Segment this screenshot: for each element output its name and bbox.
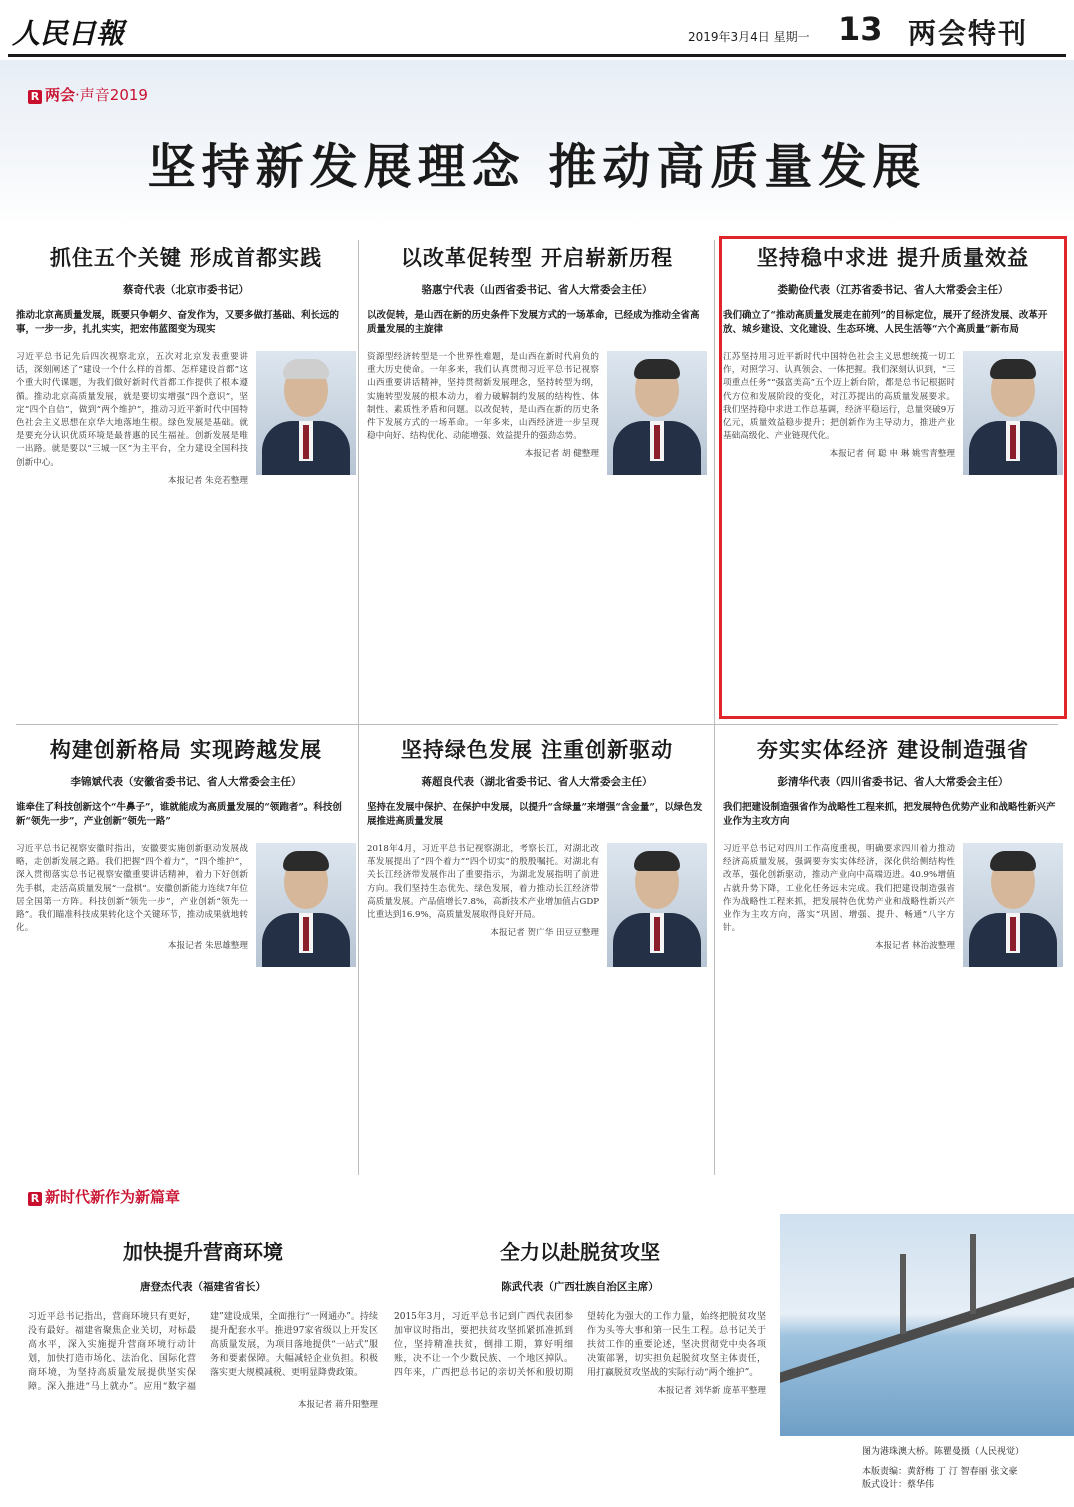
article-lead: 推动北京高质量发展，既要只争朝夕、奋发作为，又要多做打基础、利长远的事，一步一步，扎扎实实，把宏伟蓝图变为现实 <box>16 310 340 335</box>
article-reporter: 本报记者 朱竞若整理 <box>167 475 248 486</box>
article-body-text: 资源型经济转型是一个世界性难题，是山西在新时代肩负的重大历史使命。一年多来，我们认真贯彻习近平总书记视察山西重要讲话精神，坚持贯彻新发展理念，坚持转型为纲，实施转型发展的根本动力，着力破解制约发展的结构性、体制性、素质性矛盾和问题。以改促转，是山西在新的历史条件下发展方式的一场革命。一年多来，山西经济进一步呈现稳中向好、结构优化、动能增强、效益提升的强劲态势。 <box>367 352 599 442</box>
article-lead: 我们确立了“推动高质量发展走在前列”的目标定位，展开了经济发展、改革开放、城乡建设、文化建设、生态环境、人民生活等“六个高质量”新布局 <box>723 310 1048 335</box>
article-reporter: 本报记者 朱思雄整理 <box>167 941 248 952</box>
column-divider <box>358 240 359 1175</box>
section-tag-sub: ·声音2019 <box>75 86 148 104</box>
article-byline: 蒋超良代表（湖北省委书记、省人大常委会主任） <box>421 776 653 788</box>
article-body: 2015年3月，习近平总书记到广西代表团参加审议时指出，要把扶贫攻坚抓紧抓准抓到位，坚持精准扶贫，倒排工期，算好明细账，决不让一个少数民族、一个地区掉队。四年来，广西把总书记的亲切关怀和殷切期望转化为强大的工作力量，始终把脱贫攻坚作为头等大事和第一民生工程。总书记关于扶贫工作的重要论述，坚决贯彻党中央各项决策部署，切实担负起脱贫攻坚主体责任，用打赢脱贫攻坚战的实际行动“两个维护”。 <box>394 1312 766 1378</box>
page-number: 13 <box>838 10 883 48</box>
article-body <box>16 843 356 935</box>
article-lead: 以改促转，是山西在新的历史条件下发展方式的一场革命，已经成为推动全省高质量发展的主旋律 <box>367 310 700 335</box>
article-guangxi <box>394 1236 766 1396</box>
section-band <box>0 1180 1074 1214</box>
article-reporter: 本报记者 林治波整理 <box>874 941 955 952</box>
issue-date: 2019年3月4日 星期一 <box>688 30 810 44</box>
article-reporter: 本报记者 胡 健整理 <box>524 449 599 460</box>
article-body-text: 习近平总书记对四川工作高度重视，明确要求四川着力推动经济高质量发展，强调要夯实实体经济，深化供给侧结构性改革，强化创新驱动，推动产业向中高端迈进。40.9%增值占就升势下降，工业化任务远未完成。我们把建设制造强省作为战略性工程来抓，把发展特色优势产业和战略性新兴产业作为主攻方向，落实“巩固、增强、提升、畅通”八字方针。 <box>723 844 955 934</box>
article-lead: 坚持在发展中保护、在保护中发展，以提升“含绿量”来增强“含金量”，以绿色发展推进高质量发展 <box>367 802 703 827</box>
footer-editors: 本版责编：黄舒梅 丁 汀 智春丽 张文豪 <box>862 1467 1018 1477</box>
article-body-text: 江苏坚持用习近平新时代中国特色社会主义思想统揽一切工作，对照学习、认真领会、一体把握。我们深刻认识到，“三项重点任务”“强富美高”五个迈上新台阶，都是总书记根据时代方位和发展阶段的变化，对江苏提出的高质量发展要求。我们坚持稳中求进工作总基调，经济平稳运行，总量突破9万亿元，质量效益稳步提升；把创新作为主导动力，推进产业基础高级化、产业链现代化。 <box>723 352 955 442</box>
article-reporter: 本报记者 贺广华 田豆豆整理 <box>490 928 599 939</box>
article-body <box>16 351 356 470</box>
portrait-photo <box>963 843 1063 967</box>
r-logo-icon: R <box>28 1192 42 1206</box>
article-title: 以改革促转型 开启崭新历程 <box>400 246 674 270</box>
article-title: 全力以赴脱贫攻坚 <box>500 1240 660 1264</box>
article-lead: 谁牵住了科技创新这个“牛鼻子”，谁就能成为高质量发展的“领跑者”。科技创新“领先一步”，产业创新“领先一路” <box>16 802 342 827</box>
article-sichuan <box>723 734 1063 973</box>
portrait-photo <box>256 351 356 475</box>
article-byline: 娄勤俭代表（江苏省委书记、省人大常委会主任） <box>777 284 1009 296</box>
article-byline: 蔡奇代表（北京市委书记） <box>123 284 249 296</box>
portrait-photo <box>256 843 356 967</box>
article-byline: 陈武代表（广西壮族自治区主席） <box>501 1281 659 1293</box>
page-footer <box>862 1466 1017 1492</box>
article-byline: 李锦斌代表（安徽省委书记、省人大常委会主任） <box>70 776 302 788</box>
page-title: 两会特刊 <box>908 17 1029 50</box>
column-divider <box>714 240 715 1175</box>
section-tag-label: 新时代新作为新篇章 <box>45 1188 181 1206</box>
article-title: 抓住五个关键 形成首都实践 <box>49 246 323 270</box>
section-tag <box>28 84 148 105</box>
article-title: 坚持稳中求进 提升质量效益 <box>756 246 1030 270</box>
article-hubei <box>367 734 707 973</box>
article-body <box>367 843 707 922</box>
photo-caption: 图为港珠澳大桥。陈瞿曼摄（人民视觉） <box>862 1447 1025 1457</box>
article-byline: 彭清华代表（四川省委书记、省人大常委会主任） <box>777 776 1009 788</box>
article-body-text: 2018年4月，习近平总书记视察湖北，考察长江，对湖北改革发展提出了“四个着力”“四个切实”的殷殷嘱托。对湖北有关长江经济带发展作出了重要指示，为湖北发展指明了前进方向。我们坚持生态优先、绿色发展，着力推动长江经济带高质量发展。产品值增长7.8%，高新技术产业增加值占GDP比重达到16.9%，高质量发展取得良好开局。 <box>367 844 599 921</box>
article-body <box>367 351 707 443</box>
portrait-photo <box>607 843 707 967</box>
article-reporter: 本报记者 刘华新 庞革平整理 <box>657 1386 766 1396</box>
article-body <box>723 351 1063 443</box>
article-body: 习近平总书记指出，营商环境只有更好，没有最好。福建省聚焦企业关切，对标最高水平，深入实施提升营商环境行动计划，加快打造市场化、法治化、国际化营商环境，为坚持高质量发展提供坚实保障。深入推进“马上就办”。应用“数字福建”建设成果，全面推行“一网通办”。持续提升配套水平。推进97家省级以上开发区高质量发展，为项目落地提供“一站式”服务和要素保障。大幅减轻企业负担。积极落实更大规模减税、更明显降费政策。 <box>28 1312 378 1392</box>
article-shanxi <box>367 242 707 481</box>
article-title: 加快提升营商环境 <box>123 1240 283 1264</box>
page-headline: 坚持新发展理念 推动高质量发展 <box>147 139 927 195</box>
r-logo-icon: R <box>28 90 42 104</box>
article-title: 坚持绿色发展 注重创新驱动 <box>400 738 674 762</box>
section-tag-label: 两会 <box>45 86 76 104</box>
masthead <box>8 8 1066 57</box>
article-jiangsu <box>723 242 1063 481</box>
article-title: 夯实实体经济 建设制造强省 <box>756 738 1030 762</box>
footer-design: 版式设计：蔡华伟 <box>862 1480 935 1490</box>
article-reporter: 本报记者 何 聪 申 琳 姚雪青整理 <box>829 449 955 460</box>
article-title: 构建创新格局 实现跨越发展 <box>49 738 323 762</box>
article-beijing <box>16 242 356 486</box>
article-byline: 唐登杰代表（福建省省长） <box>140 1281 266 1293</box>
article-fujian <box>28 1236 378 1410</box>
newspaper-logo: 人民日報 <box>12 17 125 50</box>
article-body-text: 习近平总书记视察安徽时指出，安徽要实施创新驱动发展战略，走创新发展之路。我们把握“四个着力”，“四个维护”，深入贯彻落实总书记视察安徽重要讲话精神，着力下好创新先手棋，走活高质量发展“一盘棋”。安徽创新能力连续7年位居全国第一方阵。科技创新“领先一步”，产业创新“领先一路”。我们瞄准科技成果转化这个关键环节，推动成果就地转化。 <box>16 844 248 934</box>
portrait-photo <box>607 351 707 475</box>
portrait-photo <box>963 351 1063 475</box>
article-byline: 骆惠宁代表（山西省委书记、省人大常委会主任） <box>421 284 653 296</box>
article-body <box>723 843 1063 935</box>
bridge-photo <box>780 1214 1074 1436</box>
article-lead: 我们把建设制造强省作为战略性工程来抓，把发展特色优势产业和战略性新兴产业作为主攻方向 <box>723 802 1056 827</box>
article-reporter: 本报记者 蒋升阳整理 <box>297 1400 378 1410</box>
article-anhui <box>16 734 356 973</box>
divider <box>16 724 1058 725</box>
article-body-text: 习近平总书记先后四次视察北京，五次对北京发表重要讲话，深刻阐述了“建设一个什么样的首都、怎样建设首都”这个重大时代课题，为我们做好新时代首都工作提供了根本遵循。推动北京高质量发展，就是要切实增强“四个意识”，坚定“四个自信”，做到“两个维护”，推动习近平新时代中国特色社会主义思想在京华大地落地生根。绿色发展是基础。就是要充分认识优质环境是最普惠的民生福祉。创新发展是唯一出路。就是要以“三城一区”为主平台，全力建设全国科技创新中心。 <box>16 352 248 468</box>
section-tag <box>28 1186 180 1207</box>
